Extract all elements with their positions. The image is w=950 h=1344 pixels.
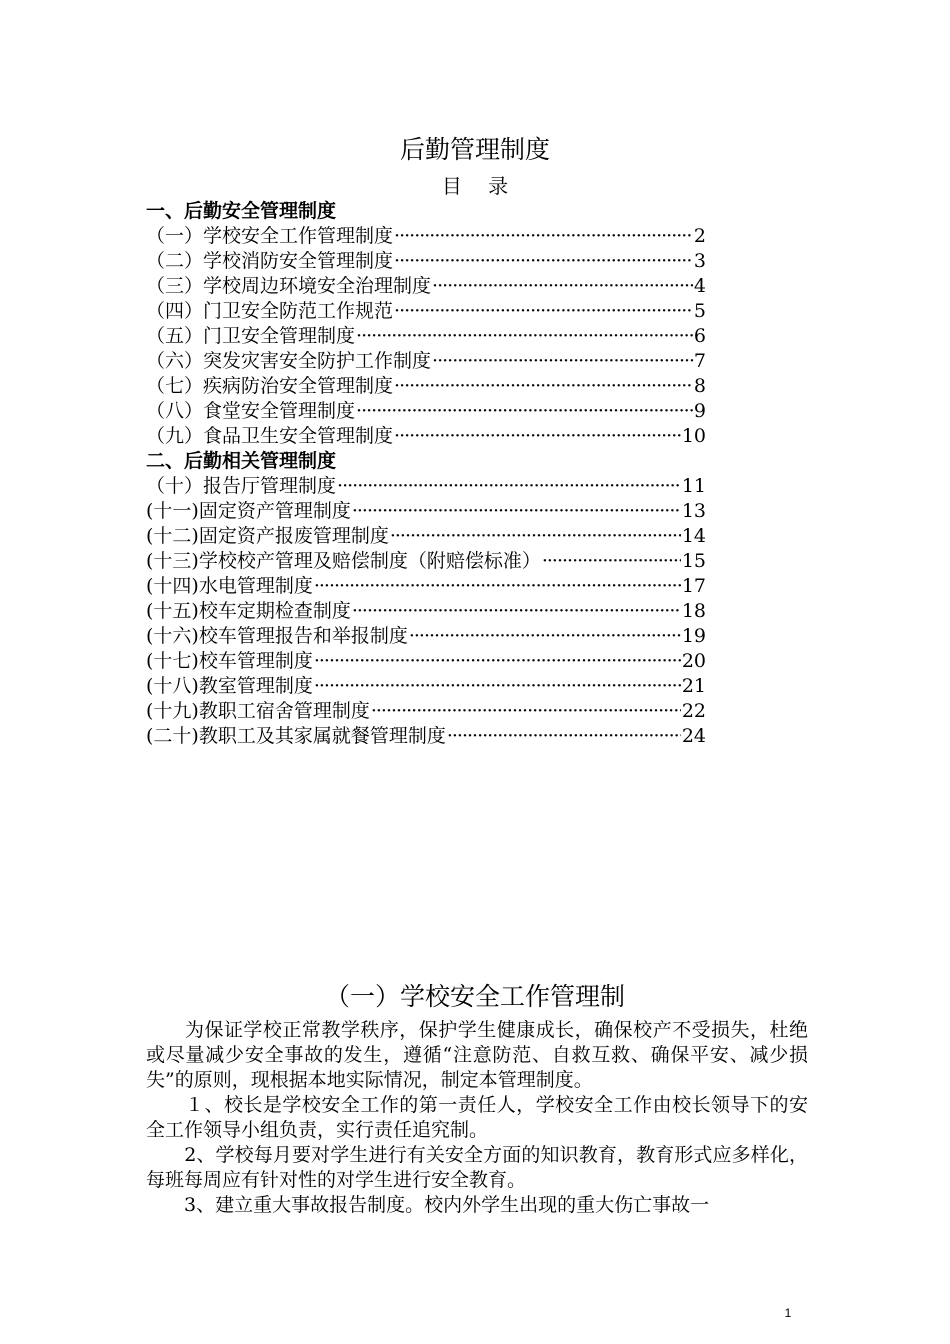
toc-leader-dots (390, 524, 681, 549)
toc-entry[interactable] (146, 474, 706, 499)
toc-entry-page: 18 (681, 600, 706, 622)
toc-entry[interactable] (146, 524, 706, 549)
document-title: 后勤管理制度 (399, 135, 550, 164)
toc-entry-number: (十五) (146, 600, 199, 622)
toc-entry[interactable] (146, 624, 706, 649)
toc-entry-page: 15 (681, 550, 706, 572)
toc-entry-page: 17 (681, 575, 706, 597)
toc-leader-dots (356, 399, 693, 424)
toc-entry-number: （五） (146, 325, 204, 347)
toc-entry-label: 教职工及其家属就餐管理制度 (198, 725, 446, 747)
toc-entry-label: 学校消防安全管理制度 (203, 250, 394, 272)
toc-leader-dots (314, 674, 681, 699)
toc-entry-label: 学校安全工作管理制度 (203, 225, 394, 247)
toc-entry-label: 水电管理制度 (198, 575, 313, 597)
toc-entry-page: 2 (693, 225, 706, 247)
toc-leader-dots (432, 274, 693, 299)
toc-leader-dots (337, 474, 681, 499)
toc-entry-page: 6 (693, 325, 706, 347)
toc-leader-dots (371, 699, 681, 724)
toc-entry-label: 疾病防治安全管理制度 (203, 375, 394, 397)
toc-entry-label: 报告厅管理制度 (203, 475, 337, 497)
toc-entry-number: (十七) (146, 650, 199, 672)
toc-entry-page: 24 (681, 725, 706, 747)
toc-entry-number: （十） (146, 475, 204, 497)
toc-entry-label: 教职工宿舍管理制度 (198, 700, 370, 722)
toc-entry-page: 4 (693, 275, 706, 297)
toc-leader-dots (409, 624, 681, 649)
toc-entry-number: (十一) (146, 500, 199, 522)
toc-entry[interactable] (146, 349, 706, 374)
toc-entry[interactable] (146, 499, 706, 524)
toc-entry-number: （四） (146, 300, 204, 322)
toc-entry-number: (十六) (146, 625, 199, 647)
toc-entry-number: （八） (146, 400, 204, 422)
toc-entry-label: 门卫安全管理制度 (203, 325, 356, 347)
toc-entry-page: 9 (693, 400, 706, 422)
body-text (146, 1018, 808, 1218)
toc-leader-dots (394, 374, 693, 399)
toc-entry-page: 21 (681, 675, 706, 697)
toc-entry[interactable] (146, 549, 706, 574)
toc-entry-page: 3 (693, 250, 706, 272)
body-paragraph: 3、建立重大事故报告制度。校内外学生出现的重大伤亡事故一 (146, 1194, 710, 1216)
toc-entry[interactable] (146, 249, 706, 274)
toc-entry-label: 学校校产管理及赔偿制度（附赔偿标准） (198, 550, 541, 572)
toc-leader-dots (394, 299, 693, 324)
toc-leader-dots (394, 424, 681, 449)
toc-heading: 目 录 (441, 174, 519, 198)
toc-entry[interactable] (146, 599, 706, 624)
toc-entry-page: 11 (681, 475, 706, 497)
toc-entry[interactable] (146, 324, 706, 349)
toc-entry-number: （六） (146, 350, 204, 372)
section-heading: （一）学校安全工作管理制 (324, 982, 625, 1011)
toc-entry[interactable] (146, 649, 706, 674)
toc-entry-number: （七） (146, 375, 204, 397)
toc-entry-page: 14 (681, 525, 706, 547)
toc-entry-page: 5 (693, 300, 706, 322)
toc-entry[interactable] (146, 699, 706, 724)
toc-entry[interactable] (146, 399, 706, 424)
toc-entry[interactable] (146, 424, 706, 449)
toc-entry-page: 13 (681, 500, 706, 522)
toc-entry-label: 突发灾害安全防护工作制度 (203, 350, 432, 372)
toc-entry-number: (十二) (146, 525, 199, 547)
toc-entry-page: 7 (693, 350, 706, 372)
toc-entry-label: 食堂安全管理制度 (203, 400, 356, 422)
toc-entry[interactable] (146, 724, 706, 749)
toc-leader-dots (352, 599, 681, 624)
toc-entry-label: 校车定期检查制度 (198, 600, 351, 622)
toc-entry-page: 19 (681, 625, 706, 647)
toc-entry[interactable] (146, 674, 706, 699)
toc-entry-label: 校车管理报告和举报制度 (198, 625, 408, 647)
toc-entry[interactable] (146, 224, 706, 249)
toc-section-heading: 一、后勤安全管理制度 (146, 200, 337, 222)
toc-leader-dots (314, 574, 681, 599)
toc-entry[interactable] (146, 574, 706, 599)
toc-entry-label: 食品卫生安全管理制度 (203, 425, 394, 447)
toc-leader-dots (447, 724, 681, 749)
toc-leader-dots (432, 349, 693, 374)
page-number: 1 (784, 1306, 792, 1320)
toc-entry-number: （一） (146, 225, 204, 247)
toc-entry[interactable] (146, 274, 706, 299)
body-paragraph: １、校长是学校安全工作的第一责任人，学校安全工作由校长领导下的安全工作领导小组负责，实行责任追究制。 (146, 1094, 808, 1141)
toc-entry-label: 教室管理制度 (198, 675, 313, 697)
toc-leader-dots (542, 549, 681, 574)
toc-entry-number: （九） (146, 425, 204, 447)
toc-entry[interactable] (146, 299, 706, 324)
toc-entry-number: (十四) (146, 575, 199, 597)
toc-entry-label: 固定资产管理制度 (198, 500, 351, 522)
toc-leader-dots (394, 249, 693, 274)
toc-entry-label: 固定资产报废管理制度 (198, 525, 389, 547)
toc-entry-label: 门卫安全防范工作规范 (203, 300, 394, 322)
toc-leader-dots (352, 499, 681, 524)
toc-leader-dots (314, 649, 681, 674)
toc-entry-page: 10 (681, 425, 706, 447)
toc-entry-label: 校车管理制度 (198, 650, 313, 672)
toc-entry-page: 22 (681, 700, 706, 722)
toc-leader-dots (394, 224, 693, 249)
toc-entry[interactable] (146, 374, 706, 399)
toc-entry-number: (十三) (146, 550, 199, 572)
table-of-contents (146, 199, 706, 749)
toc-entry-number: （二） (146, 250, 204, 272)
toc-entry-number: (二十) (146, 725, 199, 747)
toc-entry-page: 8 (693, 375, 706, 397)
body-paragraph: 为保证学校正常教学秩序，保护学生健康成长，确保校产不受损失，杜绝或尽量减少安全事故的发生，遵循“注意防范、自救互救、确保平安、减少损失”的原则，现根据本地实际情况，制定本管理制度。 (146, 1019, 808, 1091)
toc-section-heading: 二、后勤相关管理制度 (146, 450, 337, 472)
toc-entry-label: 学校周边环境安全治理制度 (203, 275, 432, 297)
toc-leader-dots (356, 324, 693, 349)
toc-entry-number: （三） (146, 275, 204, 297)
body-paragraph: 2、学校每月要对学生进行有关安全方面的知识教育，教育形式应多样化，每班每周应有针对性的对学生进行安全教育。 (146, 1144, 808, 1191)
toc-entry-page: 20 (681, 650, 706, 672)
toc-entry-number: (十八) (146, 675, 199, 697)
toc-entry-number: (十九) (146, 700, 199, 722)
